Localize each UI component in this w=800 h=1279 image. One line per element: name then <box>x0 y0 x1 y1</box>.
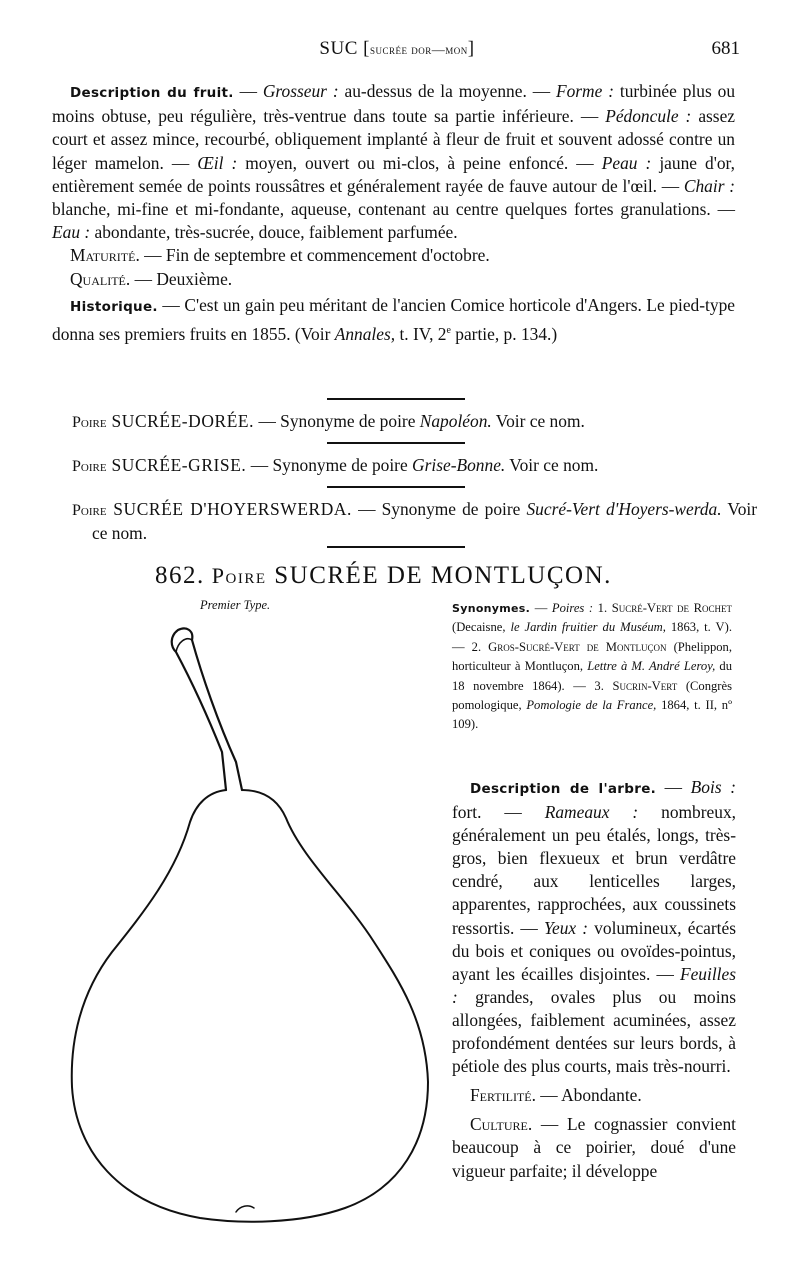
fruit-description: Description du fruit. — Grosseur : au-dessus de la moyenne. — Forme : turbinée plus ou moins obtuse, peu régulière, très-ventrue dans toute sa partie inférieure. — Pédoncule : assez court et assez mince, recourbé, obliquement implanté à fleur de fruit et souvent adossé contre un léger mamelon. — Œil : moyen, ouvert ou mi-clos, à peine enfoncé. — Peau : jaune d'or, entièrement semée de points roussâtres et généralement rayée de fauve autour de l'œil. — Chair : blanche, mi-fine et mi-fondante, aqueuse, contenant au centre quelques fortes granulations. — Eau : abondante, très-sucrée, douce, faiblement parfumée. <box>52 81 736 243</box>
culture-paragraph: Culture. — Le cognassier convient beaucoup à ce poirier, doué d'une vigueur parfaite; il développe <box>452 1114 736 1181</box>
fertilite-paragraph: Fertilité. — Abondante. <box>470 1085 642 1106</box>
running-head: SUC [sucrée dor—mon] <box>319 38 475 59</box>
separator-rule <box>327 398 465 400</box>
separator-rule <box>327 442 465 444</box>
entry-title: 862. Poire SUCRÉE DE MONTLUÇON. <box>155 562 612 589</box>
synonyms-block <box>452 599 732 735</box>
historique-heading: Historique. <box>70 298 158 315</box>
arbre-description: Description de l'arbre. — Bois : fort. — Rameaux : nombreux, généralement un peu étalés, longs, très-gros, bien flexueux et brun verdâtre cendré, aux lenticelles larges, apparentes, rapprochées, aux coussinets ressortis. — Yeux : volumineux, écartés du bois et coniques ou ovoïdes-pointus, ayant les écailles disjointes. — Feuilles : grandes, ovales plus ou moins allongées, faiblement acuminées, assez profondément dentées sur leurs bords, à pétiole des plus courts, mais très-nourri. <box>452 777 736 1077</box>
separator-rule <box>327 546 465 548</box>
synonym-entry-grise: Poire SUCRÉE-GRISE. — Synonyme de poire Grise-Bonne. Voir ce nom. <box>72 455 599 475</box>
pear-stem <box>172 628 242 790</box>
pear-calyx-hint <box>236 1206 254 1212</box>
pear-outline <box>72 790 428 1222</box>
entry-number: 862. <box>155 562 205 589</box>
page-number: 681 <box>711 38 740 59</box>
synonym-entry-hoyerswerda: Poire SUCRÉE D'HOYERSWERDA. — Synonyme de poire Sucré-Vert d'Hoyers-werda. Voir ce nom. <box>72 499 758 543</box>
maturite-paragraph: Maturité. — Fin de septembre et commencement d'octobre. <box>70 245 490 266</box>
synonyms-heading: Synonymes. <box>452 602 531 615</box>
page-header <box>52 38 742 66</box>
top-text-block <box>52 80 735 346</box>
qualite-paragraph: Qualité. — Deuxième. <box>70 268 233 289</box>
arbre-heading: Description de l'arbre. <box>470 781 657 797</box>
pear-illustration <box>40 612 440 1232</box>
pear-stem-cap <box>176 639 192 652</box>
synonyms-paragraph: Synonymes. — Poires : 1. Sucré-Vert de Rochet (Decaisne, le Jardin fruitier du Muséum, 1863, t. V). — 2. Gros-Sucré-Vert de Montluçon (Phelippon, horticulteur à Montluçon, Lettre à M. André Leroy, du 18 novembre 1864). — 3. Sucrin-Vert (Congrès pomologique, Pomologie de la France, 1864, t. II, nº 109). <box>452 601 732 732</box>
figure-caption: Premier Type. <box>200 598 271 612</box>
historique-paragraph: Historique. — C'est un gain peu méritant de l'ancien Comice horticole d'Angers. Le pied-type donna ses premiers fruits en 1855. (Voir Annales, t. IV, 2e partie, p. 134.) <box>52 294 735 344</box>
separator-rule <box>327 486 465 488</box>
fruit-heading: Description du fruit. <box>70 85 234 101</box>
synonym-entry-doree: Poire SUCRÉE-DORÉE. — Synonyme de poire Napoléon. Voir ce nom. <box>72 411 585 431</box>
right-column <box>452 776 736 1183</box>
